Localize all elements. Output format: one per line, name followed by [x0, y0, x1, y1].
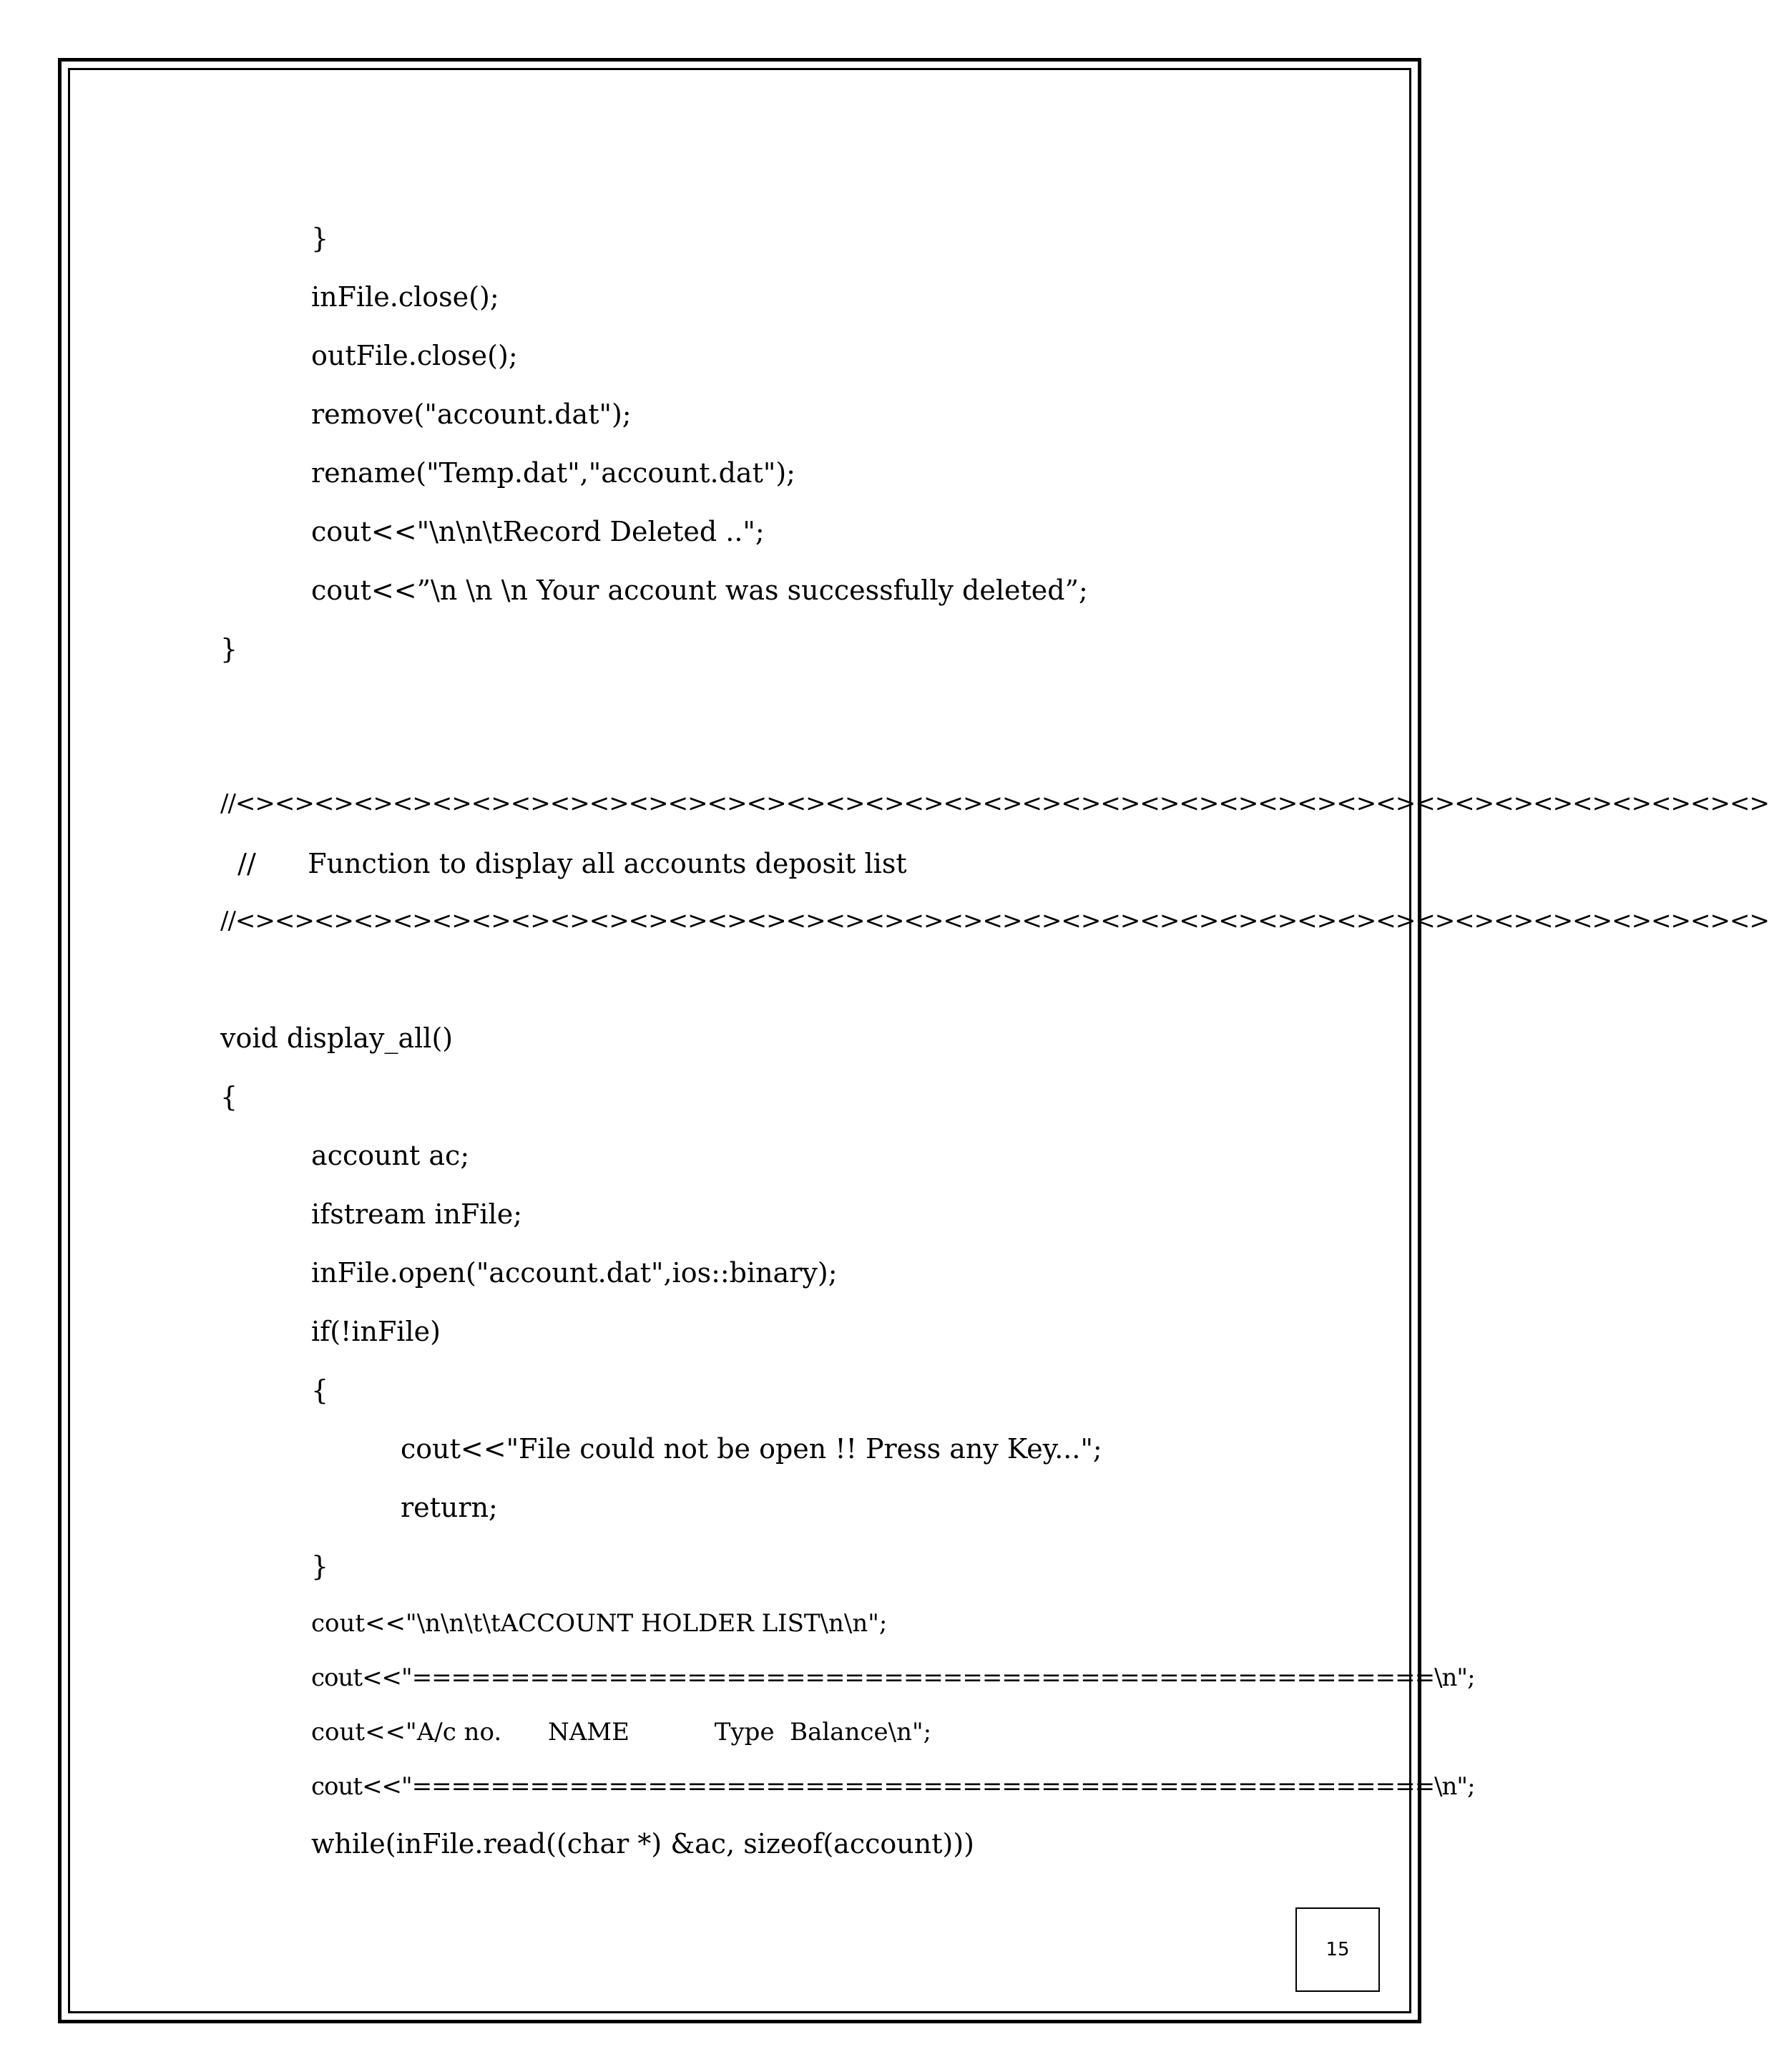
code-line: remove("account.dat");	[311, 399, 632, 430]
code-line: outFile.close();	[311, 340, 518, 371]
page-number-box	[1295, 1907, 1380, 1992]
code-line: }	[311, 1550, 329, 1582]
comment-divider-bottom: //<><><><><><><><><><><><><><><><><><><><><><><><><><><><><><><><><><><><><><><>	[220, 906, 1769, 935]
code-line: }	[220, 633, 238, 665]
code-line: ifstream inFile;	[311, 1198, 523, 1230]
code-line: {	[220, 1081, 238, 1113]
code-line: cout<<"\n\n\tRecord Deleted ..";	[311, 516, 765, 547]
function-signature: void display_all()	[220, 1022, 454, 1054]
code-line: if(!inFile)	[311, 1316, 441, 1347]
code-line: cout<<"A/c no. NAME Type Balance\n";	[311, 1718, 932, 1746]
code-line: }	[311, 223, 329, 254]
code-line: inFile.close();	[311, 281, 499, 313]
code-line: return;	[401, 1492, 498, 1523]
code-line: account ac;	[311, 1140, 470, 1171]
comment-divider-top: //<><><><><><><><><><><><><><><><><><><><><><><><><><><><><><><><><><><><><><><>	[220, 789, 1769, 818]
code-line: cout<<"File could not be open !! Press any Key...";	[401, 1433, 1102, 1465]
code-line: rename("Temp.dat","account.dat");	[311, 457, 795, 489]
code-line: cout<<"====================================================\n";	[311, 1772, 1475, 1801]
code-line: cout<<"\n\n\t\tACCOUNT HOLDER LIST\n\n";	[311, 1609, 888, 1638]
code-line: {	[311, 1374, 329, 1406]
code-line: while(inFile.read((char *) &ac, sizeof(account)))	[311, 1828, 974, 1860]
function-comment: // Function to display all accounts deposit list	[220, 848, 907, 879]
code-line: cout<<”\n \n \n Your account was successfully deleted”;	[311, 575, 1088, 606]
code-line: inFile.open("account.dat",ios::binary);	[311, 1257, 838, 1289]
page-number: 15	[1325, 1939, 1350, 1960]
code-line: cout<<"====================================================\n";	[311, 1663, 1475, 1692]
